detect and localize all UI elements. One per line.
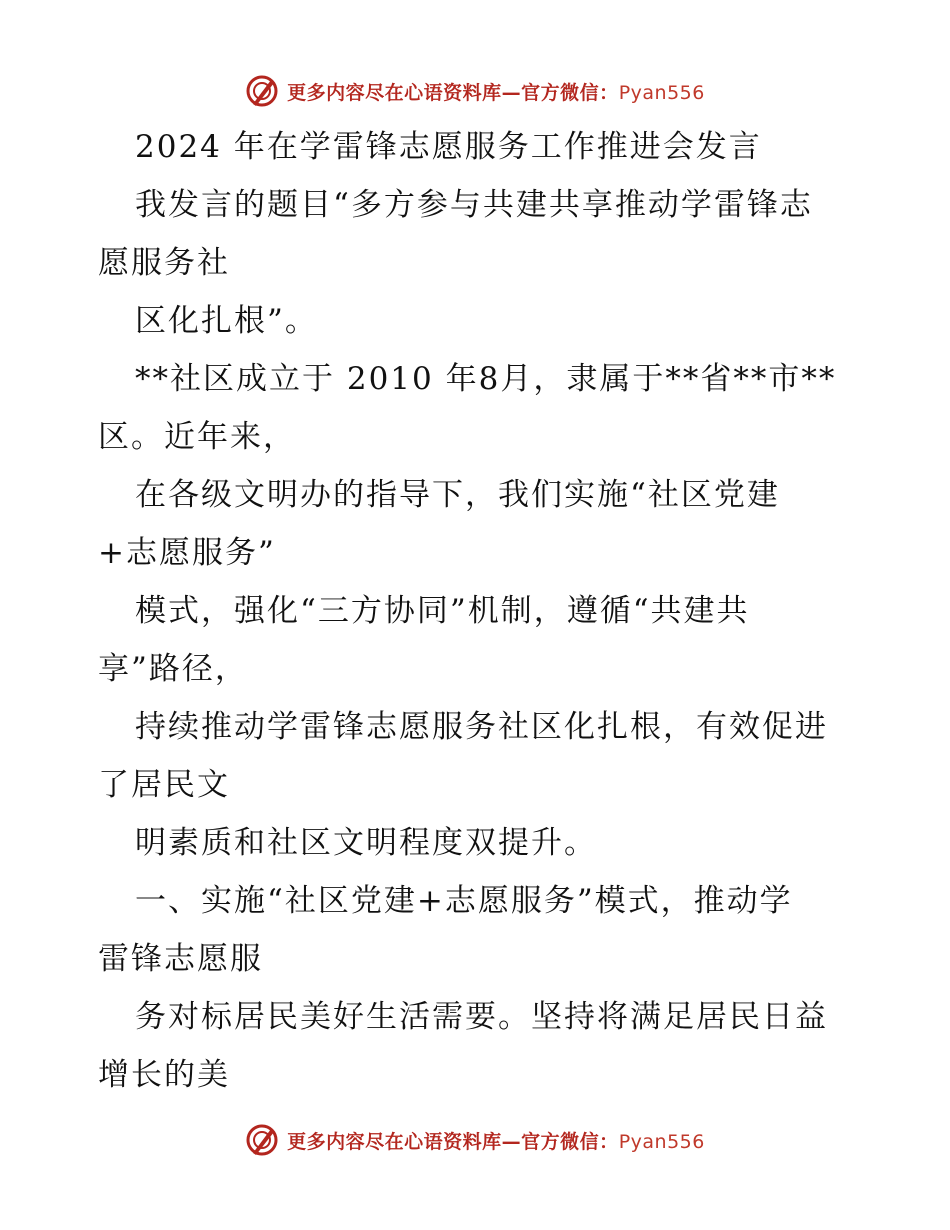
banner-title: 更多内容尽在心语资料库 [287, 81, 502, 104]
text-line: 在各级文明办的指导下，我们实施“社区党建 [135, 477, 780, 513]
pen-logo-icon [245, 74, 279, 108]
text-line: 我发言的题目“多方参与共建共享推动学雷锋志 [135, 187, 813, 223]
text-line: 2024 年在学雷锋志愿服务工作推进会发言 [135, 129, 762, 165]
text-line: 享”路径， [98, 651, 248, 687]
footer-banner [0, 1120, 950, 1160]
header-banner [0, 71, 950, 111]
text-line: 明素质和社区文明程度双提升。 [135, 825, 597, 861]
banner-wechat-id: Pyan556 [618, 1130, 705, 1153]
text-line: 务对标居民美好生活需要。坚持将满足居民日益 [135, 999, 828, 1035]
text-line: 持续推动学雷锋志愿服务社区化扎根，有效促进 [135, 709, 828, 745]
banner-wechat-label: 官方微信： [521, 81, 619, 104]
banner-title: 更多内容尽在心语资料库 [287, 1130, 502, 1153]
banner-separator: — [501, 1130, 522, 1153]
text-line: 区。近年来， [98, 419, 296, 455]
text-line: 一、实施“社区党建+志愿服务”模式，推动学 [135, 883, 793, 919]
document-body [98, 118, 858, 1104]
banner-text [287, 78, 705, 105]
banner-wechat-label: 官方微信： [521, 1130, 619, 1153]
text-line: **社区成立于 2010 年8月，隶属于**省**市** [135, 361, 837, 397]
text-line: +志愿服务” [98, 535, 276, 571]
pen-logo-icon [245, 1123, 279, 1157]
banner-wechat-id: Pyan556 [618, 81, 705, 104]
text-line: 了居民文 [98, 767, 230, 803]
text-line: 愿服务社 [98, 245, 230, 281]
text-line: 雷锋志愿服 [98, 941, 263, 977]
text-line: 模式，强化“三方协同”机制，遵循“共建共 [135, 593, 750, 629]
banner-text [287, 1127, 705, 1154]
text-line: 增长的美 [98, 1057, 230, 1093]
banner-separator: — [501, 81, 522, 104]
text-line: 区化扎根”。 [135, 303, 318, 339]
